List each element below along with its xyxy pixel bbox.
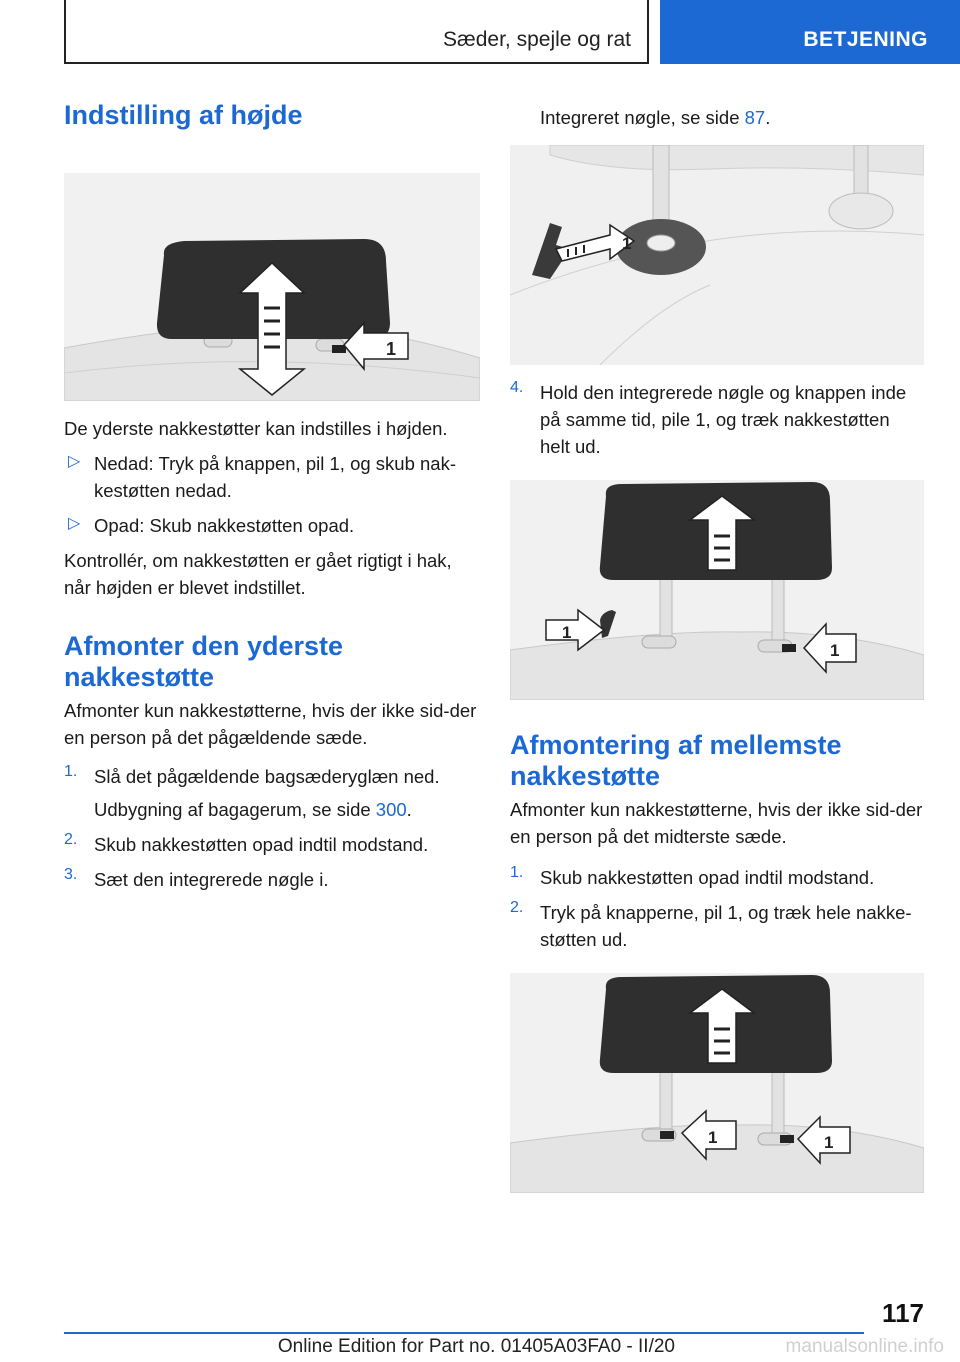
heading-remove-middle: Afmontering af mellemste nakkestøtte xyxy=(510,730,842,791)
step-text: Skub nakkestøtten opad indtil modstand. xyxy=(94,834,429,855)
step-r2 xyxy=(510,899,924,953)
step-2 xyxy=(64,831,480,858)
link-page-87[interactable]: 87 xyxy=(744,107,766,128)
middle-removal-illustration xyxy=(510,973,924,1193)
headrest-height-illustration xyxy=(64,173,480,401)
step-1-sub: Udbygning af bagagerum, se side 300. xyxy=(94,799,412,820)
step-number: 2. xyxy=(510,899,524,916)
figure-outer-removal xyxy=(510,480,924,700)
watermark: manualsonline.info xyxy=(785,1336,944,1357)
paragraph-integrated-key: Integreret nøgle, se side 87. xyxy=(540,107,771,128)
figure-middle-removal xyxy=(510,973,924,1193)
footer-edition: Online Edition for Part no. 01405A03FA0 - II/20 xyxy=(277,1336,675,1357)
paragraph-remove-middle: Afmonter kun nakkestøtterne, hvis der ikke sid-der en person på det midterste sæde. xyxy=(510,799,923,847)
left-column xyxy=(64,100,480,893)
step-4 xyxy=(510,379,924,460)
triangle-bullet-icon: ▷ xyxy=(68,515,81,532)
right-column xyxy=(510,100,924,1193)
step-text: Hold den integrerede nøgle og knappen inde på samme tid, pile 1, og træk nakkestøtten helt ud. xyxy=(540,382,907,457)
figure-label-1: 1 xyxy=(708,1128,718,1147)
footer-rule xyxy=(64,1332,864,1334)
figure-headrest-height xyxy=(64,173,480,401)
bullet-down xyxy=(64,450,480,504)
heading-remove-outer: Afmonter den yderste nakkestøtte xyxy=(64,631,344,692)
step-number: 4. xyxy=(510,379,524,396)
triangle-bullet-icon: ▷ xyxy=(68,453,81,470)
step-text: Skub nakkestøtten opad indtil modstand. xyxy=(540,867,875,888)
step-3 xyxy=(64,866,480,893)
step-text: Tryk på knapperne, pil 1, og træk hele nakke-støtten ud. xyxy=(540,902,912,950)
step-number: 1. xyxy=(510,864,524,881)
figure-label-1: 1 xyxy=(386,339,397,359)
paragraph-remove-outer: Afmonter kun nakkestøtterne, hvis der ikke sid-der en person på det pågældende sæde. xyxy=(64,700,477,748)
step-text: Slå det pågældende bagsæderyglæn ned. xyxy=(94,766,440,787)
step-text: Sæt den integrerede nøgle i. xyxy=(94,869,329,890)
figure-label-1: 1 xyxy=(824,1133,834,1152)
header-chapter-tab[interactable] xyxy=(660,0,960,64)
step-number: 2. xyxy=(64,831,78,848)
figure-key-insert xyxy=(510,145,924,365)
figure-label-1: 1 xyxy=(830,641,840,660)
link-page-300[interactable]: 300 xyxy=(375,799,407,820)
key-insert-illustration xyxy=(510,145,924,365)
figure-label-1: 1 xyxy=(562,623,572,642)
page-number: 117 xyxy=(882,1298,924,1328)
bullet-text: Nedad: Tryk på knappen, pil 1, og skub nak-kestøtten nedad. xyxy=(94,453,456,501)
header-section-box xyxy=(64,0,649,64)
paragraph-check-lock: Kontrollér, om nakkestøtten er gået rigtigt i hak, når højden er blevet indstillet. xyxy=(64,550,452,598)
bullet-text: Opad: Skub nakkestøtten opad. xyxy=(94,515,355,536)
step-text: Udbygning af bagagerum, se side xyxy=(94,799,376,820)
heading-height-adjustment: Indstilling af højde xyxy=(64,100,303,130)
paragraph-outer-headrests: De yderste nakkestøtter kan indstilles i højden. xyxy=(64,418,448,439)
figure-label-1: 1 xyxy=(622,234,632,253)
step-1 xyxy=(64,763,480,790)
step-number: 1. xyxy=(64,763,78,780)
step-number: 3. xyxy=(64,866,78,883)
header-chapter-title: BETJENING xyxy=(803,28,928,51)
step-r1 xyxy=(510,864,924,891)
header-section-title: Sæder, spejle og rat xyxy=(443,28,631,51)
bullet-up xyxy=(64,512,480,539)
outer-removal-illustration xyxy=(510,480,924,700)
